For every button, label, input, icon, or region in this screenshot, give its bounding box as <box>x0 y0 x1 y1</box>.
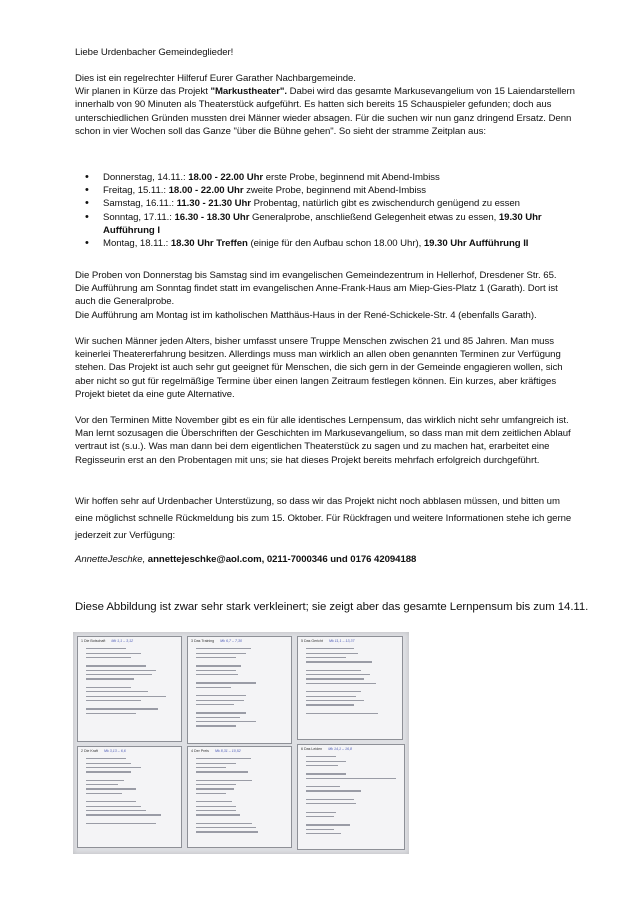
schedule-item <box>75 237 565 250</box>
panel-title: 6 Das Leiden <box>301 747 323 751</box>
locations-paragraph <box>75 269 575 322</box>
schedule-time: 18.30 Uhr Treffen <box>170 238 248 250</box>
schedule-time: 18.00 - 22.00 Uhr <box>188 172 264 183</box>
closing-paragraph: Wir hoffen sehr auf Urdenbacher Unterstüzung, so dass wir das Projekt nicht noch abblasen müssen, und bitten um eine möglichst schnelle Rückmeldung bis zum 15. Oktober. Für Rückfragen und weitere Informationen stehe ich gerne jederzeit zur Verfügung: <box>75 496 572 541</box>
schedule-item <box>75 197 565 210</box>
schedule-text: erste Probe, beginnend mit Abend-Imbiss <box>263 172 440 183</box>
schedule-list <box>75 171 565 250</box>
photo-panel <box>187 746 292 848</box>
schedule-item <box>75 211 565 237</box>
schedule-text: Probentag, natürlich gibt es zwischendurch genügend zu essen <box>251 198 520 210</box>
panel-reference: Mk 3,13 – 6,6 <box>103 749 126 753</box>
contact-line <box>75 553 416 566</box>
schedule-day: Sonntag, 17.11.: <box>103 211 175 223</box>
intro-paragraph <box>75 72 575 138</box>
schedule-item <box>75 171 565 184</box>
panel-reference: Mk 6,7 – 7,30 <box>220 639 242 643</box>
schedule-day: Montag, 18.11.: <box>103 238 171 250</box>
project-name: "Markustheater". <box>210 86 287 98</box>
schedule-time: 16.30 - 18.30 Uhr <box>174 211 250 223</box>
image-caption: Diese Abbildung ist zwar sehr stark verkleinert; sie zeigt aber das gesamte Lernpensum bis zum 14.11. <box>75 601 589 613</box>
intro-line: Dies ist ein regelrechter Hilferuf Eurer Garather Nachbargemeinde. <box>75 73 356 84</box>
intro-text-post: Dabei wird das gesamte Markusevangelium von 15 Laiendarstellern innerhalb von 90 Minuten als Theaterstück aufgeführt. Es hatten sich bereits 15 Schauspieler gefunden; doch aus unterschiedlichen Gründen mussten drei Männer wieder absagen. Für die suchen wir nun ganz dringend Ersatz. Denn schon in vier Wochen soll das Ganze "über die Bühne gehen". So sieht der stramme Zeitplan aus: <box>75 86 575 137</box>
schedule-extra: 19.30 Uhr Aufführung II <box>423 238 529 250</box>
schedule-extra: 19.30 Uhr Aufführung I <box>103 211 542 236</box>
panel-reference: Mk 1,1 – 3,12 <box>111 639 134 643</box>
schedule-day: Freitag, 15.11.: <box>103 185 169 197</box>
schedule-time: 11.30 - 21.30 Uhr <box>176 198 251 210</box>
schedule-day: Donnerstag, 14.11.: <box>103 172 189 183</box>
panel-title: 4 Der Preis <box>191 749 209 753</box>
photo-panel <box>187 636 292 744</box>
location-line: Die Proben von Donnerstag bis Samstag sind im evangelischen Gemeindezentrum in Hellerhof, Dresdener Str. 65. <box>75 270 557 281</box>
contact-details[interactable]: annettejeschke@aol.com, 0211-7000346 und 0176 42094188 <box>145 554 417 565</box>
search-paragraph: Wir suchen Männer jeden Alters, bisher umfasst unsere Truppe Menschen zwischen 21 und 85 Jahren. Man muss keinerlei Theatererfahrung besitzen. Allerdings muss man wirklich an allen oben genannten Terminen zur Verfügung stehen. Das Projekt ist auch sehr gut geeignet für Menschen, die sich gern in der Gemeinde engagieren wollen, sich aber nicht so gut für regelmäßige Termine über einen langen Zeitraum festlegen können. Ein kurzes, aber kräftiges Projekt bietet da eine gute Alternative. <box>75 336 563 400</box>
panel-title: 2 Die Kraft <box>81 749 98 753</box>
schedule-item <box>75 184 565 197</box>
panel-title: 5 Das Gericht <box>301 639 323 643</box>
panel-title: 1 Die Botschaft <box>81 639 106 643</box>
photo-panel <box>77 636 182 742</box>
learning-paragraph: Vor den Terminen Mitte November gibt es ein für alle identisches Lernpensum, das wirklich nicht sehr umfangreich ist. Man lernt sozusagen die Überschriften der Geschichten im Markusevangelium, so dass man mit dem zeitlichen Ablauf vertraut ist (s.u.). Was man dann bei dem eigentlichen Theaterstück zu sagen und zu machen hat, erarbeitet eine Regisseurin erst an den Probentagen mit uns; sie hat dieses Projekt bereits mehrfach erfolgreich durchgeführt. <box>75 415 571 466</box>
location-line: Die Aufführung am Montag ist im katholischen Matthäus-Haus in der René-Schickele-Str. 4 (ebenfalls Garath). <box>75 309 537 321</box>
photo-panel <box>297 636 403 740</box>
schedule-text: (einige für den Aufbau schon 18.00 Uhr), <box>247 238 424 250</box>
greeting: Liebe Urdenbacher Gemeindeglieder! <box>75 47 234 58</box>
schedule-text: Generalprobe, anschließend Gelegenheit etwas zu essen, <box>249 211 499 223</box>
panel-reference: Mk 8,31 – 10,52 <box>214 749 241 753</box>
photo-panel <box>297 744 405 850</box>
schedule-day: Samstag, 16.11.: <box>103 198 177 210</box>
panel-reference: Mk 11,1 – 13,37 <box>328 639 355 643</box>
panel-reference: Mk 14,1 – 16,8 <box>328 747 352 751</box>
panel-title: 3 Das Training <box>191 639 215 643</box>
intro-text-pre: Wir planen in Kürze das Projekt <box>75 86 211 98</box>
photo-panel <box>77 746 182 848</box>
schedule-time: 18.00 - 22.00 Uhr <box>168 185 244 197</box>
schedule-text: zweite Probe, beginnend mit Abend-Imbiss <box>243 185 426 197</box>
contact-name: AnnetteJeschke, <box>75 554 146 565</box>
learning-overview-photo <box>73 632 409 854</box>
location-line: Die Aufführung am Sonntag findet statt im evangelischen Anne-Frank-Haus am Miep-Gies-Platz 1 (Garath). Dort ist auch die Generalprobe. <box>75 283 558 308</box>
